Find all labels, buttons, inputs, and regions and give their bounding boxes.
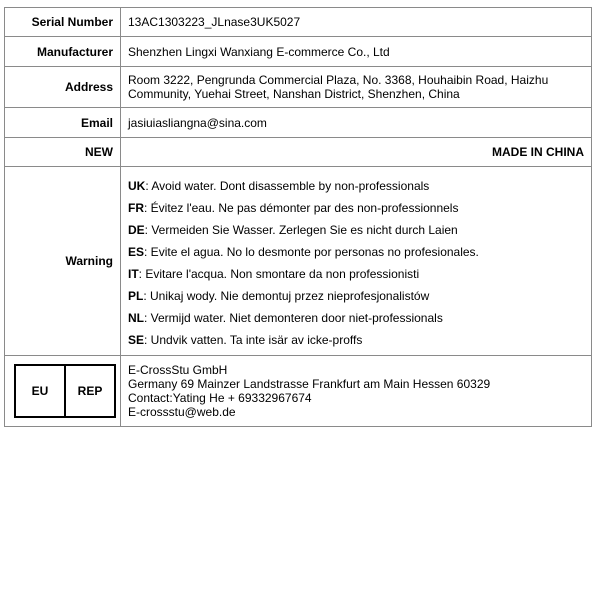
warning-lang-code: FR [128, 201, 144, 215]
eu-rep-symbol [14, 364, 116, 418]
product-label-table [4, 7, 592, 427]
new-label: NEW [5, 138, 121, 167]
eu-rep-contact: Contact:Yating He + 69332967674 [128, 391, 312, 405]
warning-text: : Unikaj wody. Nie demontuj przez nieprofesjonalistów [143, 289, 430, 303]
manufacturer-row [5, 37, 592, 67]
eu-rep-email: E-crossstu@web.de [128, 405, 236, 419]
warning-item [128, 175, 584, 197]
warning-lang-code: DE [128, 223, 145, 237]
warning-lang-code: ES [128, 245, 145, 259]
email-label: Email [5, 108, 121, 138]
warning-lang-code: UK [128, 179, 146, 193]
warning-item [128, 285, 584, 307]
eu-rep-details [121, 356, 592, 427]
eu-rep-symbol-eu: EU [16, 366, 66, 416]
address-label: Address [5, 67, 121, 108]
serial-number-label: Serial Number [5, 8, 121, 37]
email-row [5, 108, 592, 138]
serial-number-row [5, 8, 592, 37]
warning-lang-code: IT [128, 267, 139, 281]
warning-lang-code: PL [128, 289, 144, 303]
new-row [5, 138, 592, 167]
email-value: jasiuiasliangna@sina.com [121, 108, 592, 138]
address-row [5, 67, 592, 108]
warning-item [128, 307, 584, 329]
eu-rep-address: Germany 69 Mainzer Landstrasse Frankfurt am Main Hessen 60329 [128, 377, 491, 391]
warning-item [128, 241, 584, 263]
warning-content [121, 167, 592, 356]
warning-item [128, 329, 584, 351]
warning-row [5, 167, 592, 356]
warning-text: : Évitez l'eau. Ne pas démonter par des non-professionnels [144, 201, 459, 215]
warning-label: Warning [5, 167, 121, 356]
eu-rep-company: E-CrossStu GmbH [128, 363, 228, 377]
warning-text: : Vermeiden Sie Wasser. Zerlegen Sie es nicht durch Laien [144, 223, 458, 237]
eu-rep-row [5, 356, 592, 427]
warning-item [128, 263, 584, 285]
warning-item [128, 197, 584, 219]
made-in-value: MADE IN CHINA [121, 138, 592, 167]
serial-number-value: 13AC1303223_JLnase3UK5027 [121, 8, 592, 37]
address-value: Room 3222, Pengrunda Commercial Plaza, No. 3368, Houhaibin Road, Haizhu Community, Yuehai Street, Nanshan District, Shenzhen, China [121, 67, 592, 108]
warning-lang-code: SE [128, 333, 145, 347]
eu-rep-symbol-cell [5, 356, 121, 427]
warning-text: : Avoid water. Dont disassemble by non-professionals [145, 179, 430, 193]
manufacturer-label: Manufacturer [5, 37, 121, 67]
eu-rep-symbol-rep: REP [77, 384, 103, 398]
warning-item [128, 219, 584, 241]
warning-list [128, 171, 584, 351]
warning-text: : Evitare l'acqua. Non smontare da non professionisti [138, 267, 420, 281]
warning-lang-code: NL [128, 311, 144, 325]
manufacturer-value: Shenzhen Lingxi Wanxiang E-commerce Co., Ltd [121, 37, 592, 67]
warning-text: : Evite el agua. No lo desmonte por personas no profesionales. [144, 245, 479, 259]
warning-text: : Vermijd water. Niet demonteren door niet-professionals [144, 311, 443, 325]
warning-text: : Undvik vatten. Ta inte isär av icke-proffs [144, 333, 363, 347]
